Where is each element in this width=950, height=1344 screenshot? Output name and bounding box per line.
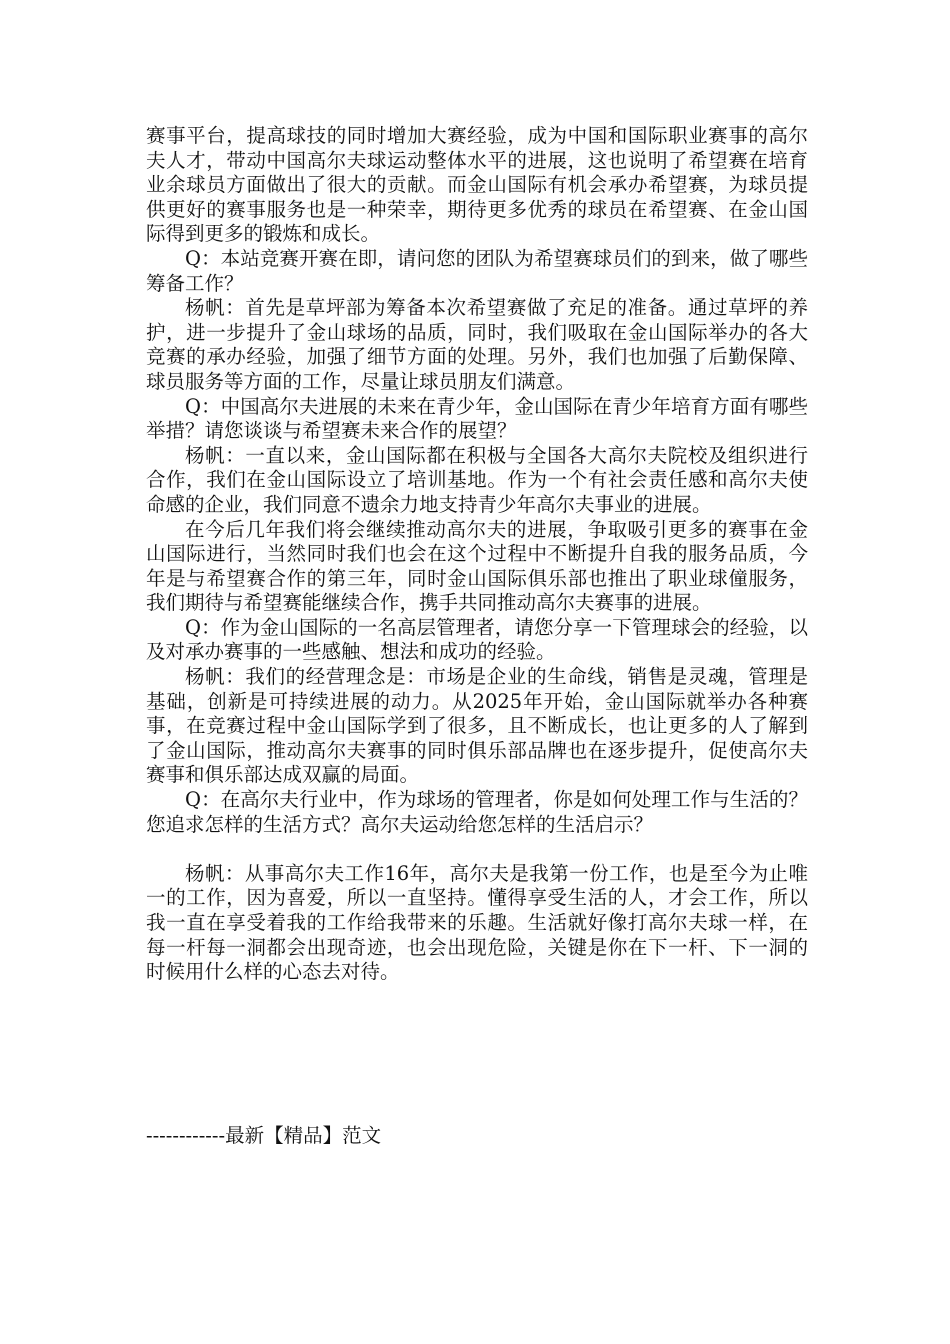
- answer-preparation: 杨帆：首先是草坪部为筹备本次希望赛做了充足的准备。通过草坪的养护，进一步提升了金山球场的品质，同时，我们吸取在金山国际举办的各大竞赛的承办经验，加强了细节方面的处理。另外，我们也加强了后勤保障、球员服务等方面的工作，尽量让球员朋友们满意。: [146, 296, 808, 393]
- answer-management-experience: 杨帆：我们的经营理念是：市场是企业的生命线，销售是灵魂，管理是基础，创新是可持续进展的动力。从2025年开始，金山国际就举办各种赛事，在竞赛过程中金山国际学到了很多，且不断成长，也让更多的人了解到了金山国际，推动高尔夫赛事的同时俱乐部品牌也在逐步提升，促使高尔夫赛事和俱乐部达成双赢的局面。: [146, 665, 808, 787]
- paragraph-intro-continuation: 赛事平台，提高球技的同时增加大赛经验，成为中国和国际职业赛事的高尔夫人才，带动中国高尔夫球运动整体水平的进展，这也说明了希望赛在培育业余球员方面做出了很大的贡献。而金山国际有机会承办希望赛，为球员提供更好的赛事服务也是一种荣幸，期待更多优秀的球员在希望赛、在金山国际得到更多的锻炼和成长。: [146, 124, 808, 246]
- question-management-experience: Q：作为金山国际的一名高层管理者，请您分享一下管理球会的经验，以及对承办赛事的一些感触、想法和成功的经验。: [146, 615, 808, 664]
- answer-work-life: 杨帆：从事高尔夫工作16年，高尔夫是我第一份工作，也是至今为止唯一的工作，因为喜爱，所以一直坚持。懂得享受生活的人，才会工作，所以我一直在享受着我的工作给我带来的乐趣。生活就好像打高尔夫球一样，在每一杆每一洞都会出现奇迹，也会出现危险，关键是你在下一杆、下一洞的时候用什么样的心态去对待。: [146, 861, 808, 984]
- answer-youth-training: 杨帆：一直以来，金山国际都在积极与全国各大高尔夫院校及组织进行合作，我们在金山国际设立了培训基地。作为一个有社会责任感和高尔夫使命感的企业，我们同意不遗余力地支持青少年高尔夫事业的进展。: [146, 443, 808, 516]
- question-work-life: Q：在高尔夫行业中，作为球场的管理者，你是如何处理工作与生活的？您追求怎样的生活方式？高尔夫运动给您怎样的生活启示？: [146, 788, 808, 836]
- article-body: [146, 124, 808, 985]
- question-youth-training: Q：中国高尔夫进展的未来在青少年，金山国际在青少年培育方面有哪些举措？请您谈谈与希望赛未来合作的展望？: [146, 394, 808, 443]
- question-preparation: Q：本站竞赛开赛在即，请问您的团队为希望赛球员们的到来，做了哪些筹备工作？: [146, 246, 808, 295]
- paragraph-future-plans: 在今后几年我们将会继续推动高尔夫的进展，争取吸引更多的赛事在金山国际进行，当然同时我们也会在这个过程中不断提升自我的服务品质，今年是与希望赛合作的第三年，同时金山国际俱乐部也推出了职业球僮服务，我们期待与希望赛能继续合作，携手共同推动高尔夫赛事的进展。: [146, 517, 808, 615]
- footer-note: ------------最新【精品】范文: [146, 1124, 382, 1147]
